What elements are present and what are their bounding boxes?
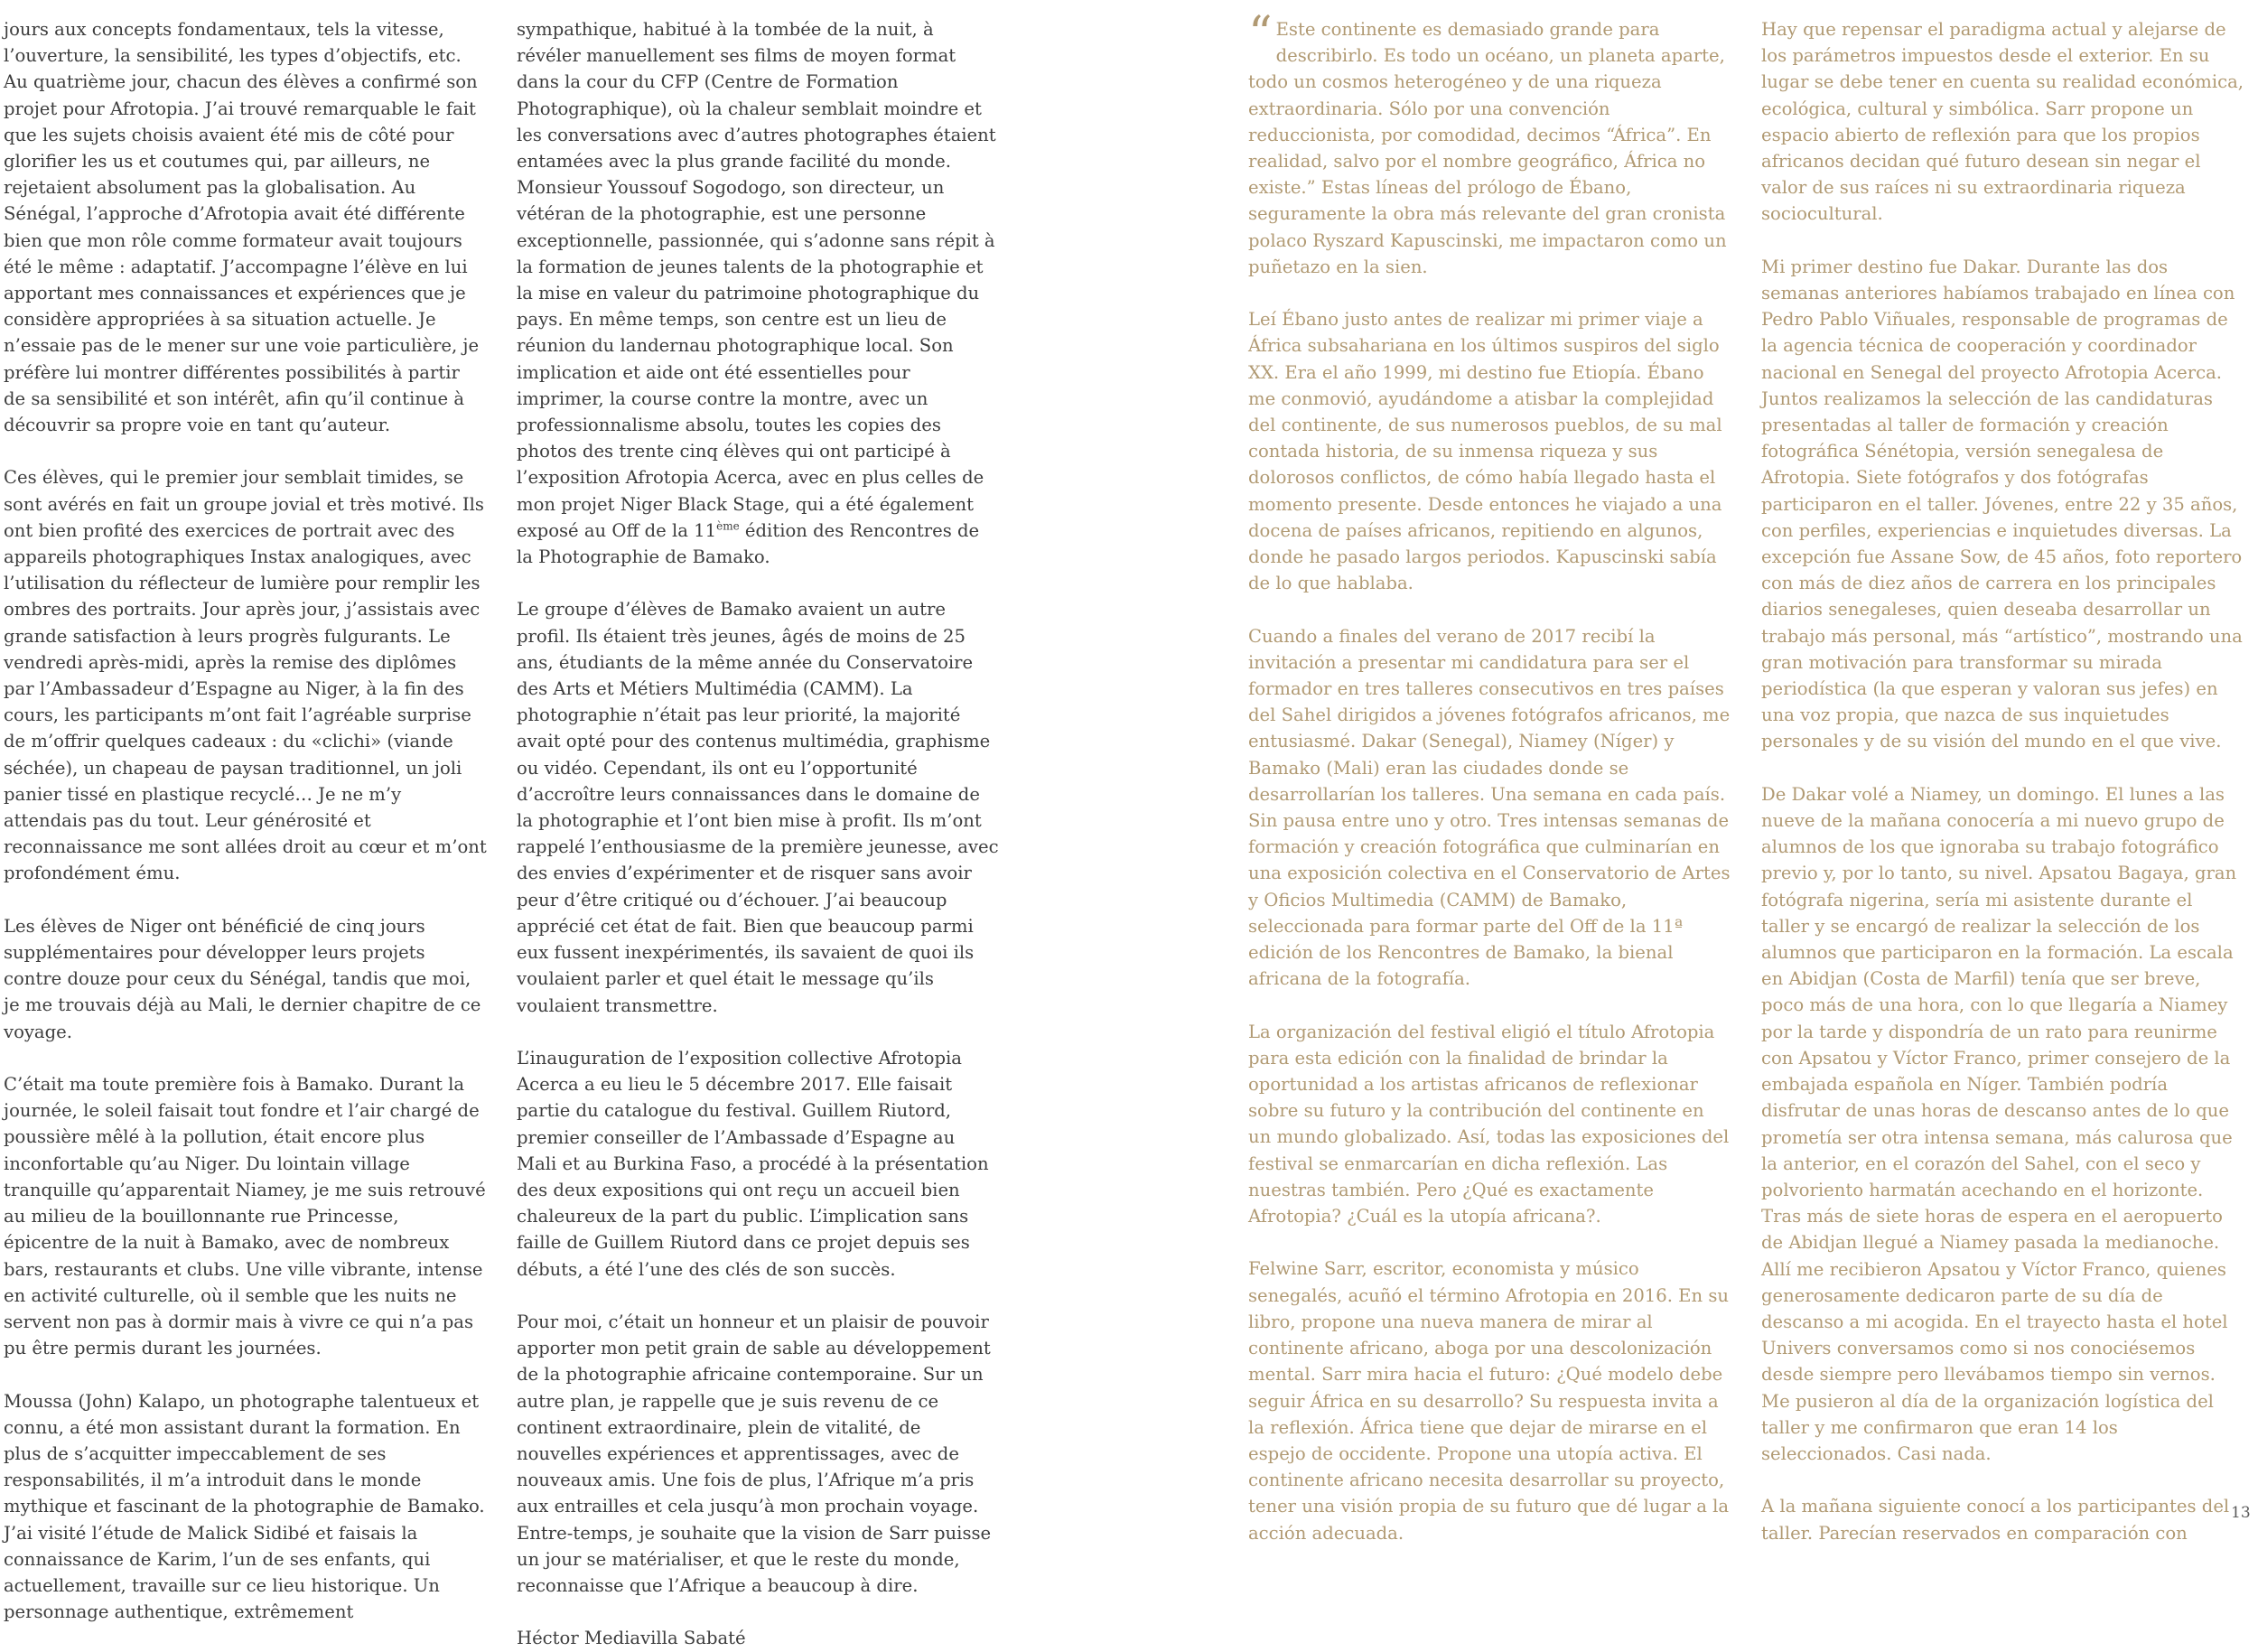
paragraph: Ces élèves, qui le premier jour semblait timides, se sont avérés en fait un groupe jovial et très motivé. Ils ont bien profité des exercices de portrait avec des appareils photographiques Instax analogiques, avec l’utilisation du réflecteur de lumière pour remplir les ombres des portraits. Jour après jour, j’assistais avec grande satisfaction à leurs progrès fulgurants. Le vendredi après-midi, après la remise des diplômes par l’Ambassadeur d’Espagne au Niger, à la fin des cours, les participants m’ont fait l’agréable surprise de m’offrir quelques cadeaux : du «clichi» (viande séchée), un chapeau de paysan traditionnel, un joli panier tissé en plastique recyclé… Je ne m’y attendais pas du tout. Leur générosité et reconnaissance me sont allées droit au cœur et m’ont profondément ému.	[4, 467, 487, 884]
paragraph: De Dakar volé a Niamey, un domingo. El lunes a las nueve de la mañana conocería a mi nuevo grupo de alumnos de los que ignoraba su trabajo fotográfico previo y, por lo tanto, su nivel. Apsatou Bagaya, gran fotógrafa nigerina, sería mi asistente durante el taller y se encargó de realizar la selección de los alumnos que participaron en la formación. La escala en Abidjan (Costa de Marfil) tenía que ser breve, poco más de una hora, con lo que llegaría a Niamey por la tarde y dispondría de un rato para reunirme con Apsatou y Víctor Franco, primer consejero de la embajada española en Níger. También podría disfrutar de unas horas de descanso antes de lo que prometía ser otra intensa semana, más calurosa que la anterior, en el corazón del Sahel, con el seco y polvoriento harmatán acechando en el horizonte. Tras más de siete horas de espera en el aeropuerto de Abidjan llegué a Niamey pasada la medianoche. Allí me recibieron Apsatou y Víctor Franco, quienes generosamente dedicaron parte de su día de descanso a mi acogida. En el trayecto hasta el hotel Univers conversamos como si nos conociésemos desde siempre pero llevábamos tiempo sin vernos. Me pusieron al día de la organización logística del taller y me confirmaron que eran 14 los seleccionados. Casi nada.	[1761, 783, 2237, 1464]
paragraph: jours aux concepts fondamentaux, tels la vitesse, l’ouverture, la sensibilité, les types d’objectifs, etc. Au quatrième jour, chacun des élèves a confirmé son projet pour Afrotopia. J’ai trouvé remarquable le fait que les sujets choisis avaient été mis de côté pour glorifier les us et coutumes qui, par ailleurs, ne rejetaient absolument pas la globalisation. Au Sénégal, l’approche d’Afrotopia avait été différente bien que mon rôle comme formateur avait toujours été le même : adaptatif. J’accompagne l’élève en lui apportant mes connaissances et expériences que je considère appropriées à sa situation actuelle. Je n’essaie pas de le mener sur une voie particulière, je préfère lui montrer différentes possibilités à partir de sa sensibilité et son intérêt, afin qu’il continue à découvrir sa propre voie en tant qu’auteur.	[4, 19, 480, 436]
french-column-1	[4, 16, 487, 1625]
paragraph: Pour moi, c’était un honneur et un plaisir de pouvoir apporter mon petit grain de sable au développement de la photographie africaine contemporaine. Sur un autre plan, je rappelle que je suis revenu de ce continent extraordinaire, plein de vitalité, de nouvelles expériences et apprentissages, avec de nouveaux amis. Une fois de plus, l’Afrique m’a pris aux entrailles et cela jusqu’à mon prochain voyage. Entre-temps, je souhaite que la vision de Sarr puisse un jour se matérialiser, et que le reste du monde, reconnaisse que l’Afrique a beaucoup à dire.	[517, 1311, 992, 1596]
paragraph: Moussa (John) Kalapo, un photographe talentueux et connu, a été mon assistant durant la formation. En plus de s’acquitter impeccablement de ses responsabilités, il m’a introduit dans le monde mythique et fascinant de la photographie de Bamako. J’ai visité l’étude de Malick Sidibé et faisais la connaissance de Karim, l’un de ses enfants, qui actuellement, travaille sur ce lieu historique. Un personnage authentique, extrêmement	[4, 1390, 485, 1623]
spanish-column-2	[1761, 16, 2244, 1546]
paragraph-text: sympathique, habitué à la tombée de la nuit, à révéler manuellement ses films de moyen format dans la cour du CFP (Centre de Formation Photographique), où la chaleur semblait moindre et les conversations avec d’autres photographes étaient entamées avec la plus grande facilité du monde. Monsieur Youssouf Sogodogo, son directeur, un vétéran de la photographie, est une personne exceptionnelle, passionnée, qui s’adonne sans répit à la formation de jeunes talents de la photographie et la mise en valeur du patrimoine photographique du pays. En même temps, son centre est un lieu de réunion du landernau photographique local. Son implication et aide ont été essentielles pour imprimer, la course contre la montre, avec un professionnalisme absolu, toutes les copies des photos des trente cinq élèves qui ont participé à l’exposition Afrotopia Acerca, avec en plus celles de mon projet Niger Black Stage, qui a été également exposé au Off de la 11	[517, 19, 996, 541]
paragraph: La organización del festival eligió el título Afrotopia para esta edición con la finalidad de brindar la oportunidad a los artistas africanos de reflexionar sobre su futuro y la contribución del continente en un mundo globalizado. Así, todas las exposiciones del festival se enmarcarían en dicha reflexión. Las nuestras también. Pero ¿Qué es exactamente Afrotopia? ¿Cuál es la utopía africana?.	[1248, 1021, 1730, 1227]
paragraph: Felwine Sarr, escritor, economista y músico senegalés, acuñó el término Afrotopia en 2016. En su libro, propone una nueva manera de mirar al continente africano, aboga por una descolonización mental. Sarr mira hacia el futuro: ¿Qué modelo debe seguir África en su desarrollo? Su respuesta invita a la reflexión. África tiene que dejar de mirarse en el espejo de occidente. Propone una utopía activa. El continente africano necesita desarrollar su proyecto, tener una visión propia de su futuro que dé lugar a la acción adecuada.	[1248, 1258, 1730, 1544]
paragraph: A la mañana siguiente conocí a los participantes del taller. Parecían reservados en comparación con	[1761, 1496, 2230, 1544]
spanish-column-1	[1248, 7, 1731, 1546]
paragraph-text: édition des Rencontres de la Photographie de Bamako.	[517, 519, 980, 568]
opening-quote-paragraph	[1248, 7, 1731, 280]
author-signature: Héctor Mediavilla Sabaté	[517, 1628, 746, 1649]
opening-quote-mark: “	[1248, 7, 1273, 61]
paragraph	[517, 16, 1000, 570]
ordinal-superscript: ème	[716, 519, 740, 533]
paragraph: Le groupe d’élèves de Bamako avaient un autre profil. Ils étaient très jeunes, âgés de moins de 25 ans, étudiants de la même année du Conservatoire des Arts et Métiers Multimédia (CAMM). La photographie n’était pas leur priorité, la majorité avait opté pour des contenus multimédia, graphisme ou vidéo. Cependant, ils ont eu l’opportunité d’accroître leurs connaissances dans le domaine de la photographie et l’ont bien mise à profit. Ils m’ont rappelé l’enthousiasme de la première jeunesse, avec des envies d’expérimenter et de risquer sans avoir peur d’être critiqué ou d’échouer. J’ai beaucoup apprécié cet état de fait. Bien que beaucoup parmi eux fussent inexpérimentés, ils savaient de quoi ils voulaient parler et quel était le message qu’ils voulaient transmettre.	[517, 599, 999, 1016]
french-column-2	[517, 16, 1000, 1652]
paragraph-text: Este continente es demasiado grande para describirlo. Es todo un océano, un planeta aparte, todo un cosmos heterogéneo y de una riqueza extraordinaria. Sólo por una convención reduccionista, por comodidad, decimos “África”. En realidad, salvo por el nombre geográfico, África no existe.” Estas líneas del prólogo de Ébano, seguramente la obra más relevante del gran cronista polaco Ryszard Kapuscinski, me impactaron como un puñetazo en la sien.	[1248, 19, 1727, 277]
page-number: 13	[2231, 1504, 2251, 1522]
paragraph: Mi primer destino fue Dakar. Durante las dos semanas anteriores habíamos trabajado en línea con Pedro Pablo Viñuales, responsable de programas de la agencia técnica de cooperación y coordinador nacional en Senegal del proyecto Afrotopia Acerca. Juntos realizamos la selección de las candidaturas presentadas al taller de formación y creación fotográfica Sénétopia, versión senegalesa de Afrotopia. Siete fotógrafos y dos fotógrafas participaron en el taller. Jóvenes, entre 22 y 35 años, con perfiles, experiencias e inquietudes diversas. La excepción fue Assane Sow, de 45 años, foto reportero con más de diez años de carrera en los principales diarios senegaleses, quien deseaba desarrollar un trabajo más personal, más “artístico”, mostrando una gran motivación para transformar su mirada periodística (la que esperan y valoran sus jefes) en una voz propia, que nazca de sus inquietudes personales y de su visión del mundo en el que vive.	[1761, 256, 2243, 752]
paragraph: Cuando a finales del verano de 2017 recibí la invitación a presentar mi candidatura para ser el formador en tres talleres consecutivos en tres países del Sahel dirigidos a jóvenes fotógrafos africanos, me entusiasmé. Dakar (Senegal), Niamey (Níger) y Bamako (Mali) eran las ciudades donde se desarrollarían los talleres. Una semana en cada país. Sin pausa entre uno y otro. Tres intensas semanas de formación y creación fotográfica que culminarían en una exposición colectiva en el Conservatorio de Artes y Oficios Multimedia (CAMM) de Bamako, seleccionada para formar parte del Off de la 11ª edición de los Rencontres de Bamako, la bienal africana de la fotografía.	[1248, 625, 1731, 990]
paragraph: Les élèves de Niger ont bénéficié de cinq jours supplémentaires pour développer leurs projets contre douze pour ceux du Sénégal, tandis que moi, je me trouvais déjà au Mali, le dernier chapitre de ce voyage.	[4, 915, 481, 1042]
paragraph: Hay que repensar el paradigma actual y alejarse de los parámetros impuestos desde el exterior. En su lugar se debe tener en cuenta su realidad económica, ecológica, cultural y simbólica. Sarr propone un espacio abierto de reflexión para que los propios africanos decidan qué futuro desean sin negar el valor de sus raíces ni su extraordinaria riqueza sociocultural.	[1761, 19, 2244, 225]
paragraph: Leí Ébano justo antes de realizar mi primer viaje a África subsahariana en los últimos suspiros del siglo XX. Era el año 1999, mi destino fue Etiopía. Ébano me conmovió, ayudándome a atisbar la complejidad del continente, de sus numerosos pueblos, de su mal contada historia, de su inmensa riqueza y sus dolorosos conflictos, de cómo había llegado hasta el momento presente. Desde entonces he viajado a una docena de países africanos, repitiendo en algunos, donde he pasado largos periodos. Kapuscinski sabía de lo que hablaba.	[1248, 309, 1722, 594]
paragraph: L’inauguration de l’exposition collective Afrotopia Acerca a eu lieu le 5 décembre 2017. Elle faisait partie du catalogue du festival. Guillem Riutord, premier conseiller de l’Ambassade d’Espagne au Mali et au Burkina Faso, a procédé à la présentation des deux expositions qui ont reçu un accueil bien chaleureux de la part du public. L’implication sans faille de Guillem Riutord dans ce projet depuis ses débuts, a été l’une des clés de son succès.	[517, 1047, 989, 1280]
paragraph: C’était ma toute première fois à Bamako. Durant la journée, le soleil faisait tout fondre et l’air chargé de poussière mêlé à la pollution, était encore plus inconfortable qu’au Niger. Du lointain village tranquille qu’apparentait Niamey, je me suis retrouvé au milieu de la bouillonnante rue Princesse, épicentre de la nuit à Bamako, avec de nombreux bars, restaurants et clubs. Une ville vibrante, intense en activité culturelle, où il semble que les nuits ne servent non pas à dormir mais à vivre ce qui n’a pas pu être permis durant les journées.	[4, 1074, 486, 1359]
